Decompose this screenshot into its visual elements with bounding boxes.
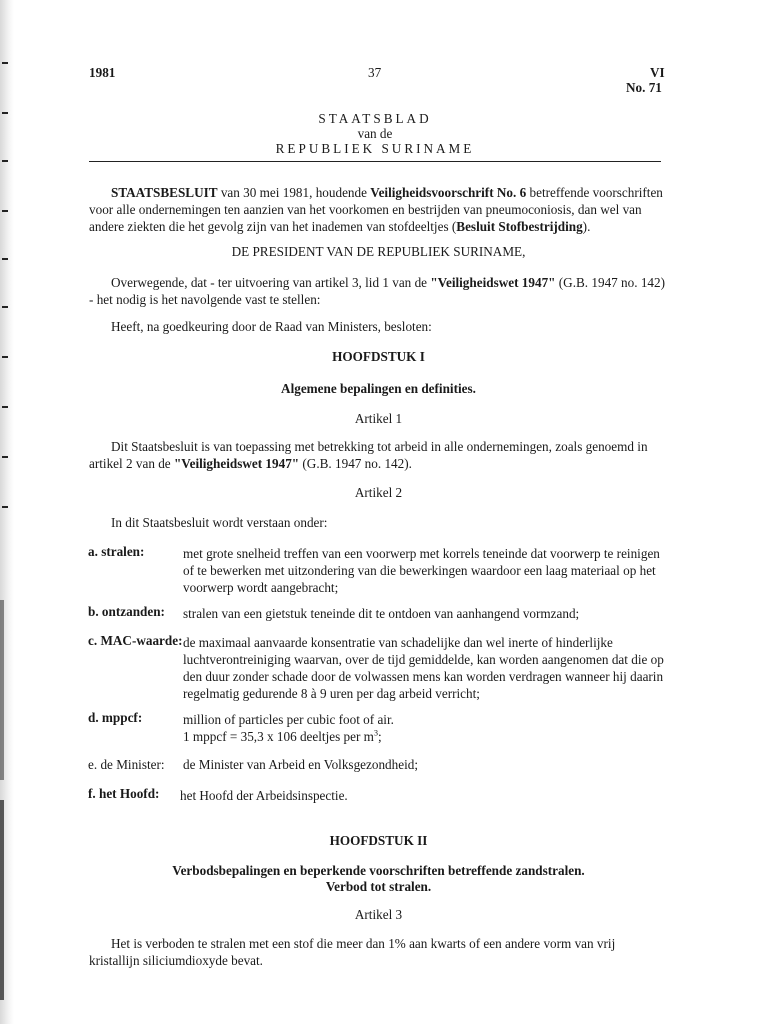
- definition-term: f. het Hoofd:: [88, 786, 160, 801]
- decree-lead: STAATSBESLUIT: [111, 185, 218, 200]
- masthead-van-de: van de: [357, 126, 393, 141]
- masthead-republic: REPUBLIEK SURINAME: [275, 141, 475, 156]
- article-1-body: Dit Staatsbesluit is van toepassing met betrekking tot arbeid in alle ondernemingen, zoals genoemd in artikel 2 van de: [89, 439, 648, 471]
- decree-intro-text: betreffende voorschriften voor alle ondernemingen ten aanzien van het voorkomen en bestrijden van pneumoconiosis, dan wel van andere ziekten die het gevolg zijn van het inademen van stofdeeltjes (: [89, 185, 663, 234]
- scan-mark: [2, 62, 8, 64]
- scan-shadow: [0, 800, 4, 1000]
- scan-mark: [2, 306, 8, 308]
- definition-text: million of particles per cubic foot of air.: [183, 712, 394, 727]
- decree-short-title: Besluit Stofbestrijding: [456, 219, 583, 234]
- header-number: No. 71: [626, 80, 662, 95]
- scan-shadow: [0, 600, 4, 780]
- article-2-intro: In dit Staatsbesluit wordt verstaan onder:: [111, 515, 328, 530]
- chapter-1-subheading: Algemene bepalingen en definities.: [281, 381, 476, 396]
- definition-term: e. de Minister:: [88, 757, 165, 772]
- definition-term: b. ontzanden:: [88, 604, 165, 619]
- masthead-title: STAATSBLAD: [318, 111, 432, 126]
- definition-superscript: 3: [373, 728, 378, 738]
- scan-mark: [2, 356, 8, 358]
- president-line: DE PRESIDENT VAN DE REPUBLIEK SURINAME,: [231, 244, 526, 259]
- law-reference: "Veiligheidswet 1947": [173, 456, 300, 471]
- definition-text-line2: [183, 728, 668, 745]
- article-3-heading: Artikel 3: [354, 907, 403, 922]
- scan-mark: [2, 456, 8, 458]
- considering-paragraph: [89, 274, 668, 308]
- chapter-2-heading: HOOFDSTUK II: [329, 833, 428, 848]
- scan-mark: [2, 112, 8, 114]
- considering-text: Overwegende, dat - ter uitvoering van artikel 3, lid 1 van de: [111, 275, 431, 290]
- definition-text: met grote snelheid treffen van een voorwerp met korrels teneinde dat voorwerp te reinigen of te bewerken met uitzondering van die bewerkingen waardoor een laag materiaal op het voorwerp wordt aangebracht;: [183, 546, 660, 595]
- article-1-text: [89, 438, 668, 472]
- article-2-heading: Artikel 2: [354, 485, 403, 500]
- header-volume: VI: [650, 65, 665, 80]
- decided-paragraph: Heeft, na goedkeuring door de Raad van Ministers, besloten:: [111, 319, 432, 334]
- decree-regulation-title: Veiligheidsvoorschrift No. 6: [370, 185, 527, 200]
- chapter-2-subheading-2: Verbod tot stralen.: [325, 879, 432, 894]
- scan-mark: [2, 210, 8, 212]
- definition-formula-end: ;: [377, 729, 382, 744]
- masthead-rule: [89, 161, 661, 162]
- decree-intro: [89, 184, 668, 235]
- definition-text: het Hoofd der Arbeidsinspectie.: [180, 788, 348, 803]
- definition-formula: 1 mppcf = 35,3 x 106 deeltjes per m: [183, 729, 374, 744]
- article-1-body: (G.B. 1947 no. 142).: [299, 456, 412, 471]
- header-year: 1981: [89, 65, 116, 80]
- scan-mark: [2, 258, 8, 260]
- chapter-1-heading: HOOFDSTUK I: [332, 349, 425, 364]
- decree-intro-text: ).: [582, 219, 591, 234]
- considering-text: (G.B. 1947 no. 142) - het nodig is het navolgende vast te stellen:: [89, 275, 666, 307]
- definition-term: c. MAC-waarde:: [88, 633, 183, 648]
- chapter-2-subheading: Verbodsbepalingen en beperkende voorschriften betreffende zandstralen.: [172, 863, 585, 878]
- article-1-heading: Artikel 1: [354, 411, 403, 426]
- law-reference: "Veiligheidswet 1947": [430, 275, 556, 290]
- definition-text: de Minister van Arbeid en Volksgezondheid;: [183, 757, 419, 772]
- decree-intro-text: van 30 mei 1981, houdende: [217, 185, 371, 200]
- article-3-text: Het is verboden te stralen met een stof die meer dan 1% aan kwarts of een andere vorm van vrij kristallijn siliciumdioxyde bevat.: [89, 936, 616, 968]
- scan-mark: [2, 506, 8, 508]
- definition-term: d. mppcf:: [88, 710, 143, 725]
- scan-mark: [2, 160, 8, 162]
- header-page-number: 37: [368, 65, 382, 80]
- definition-text: de maximaal aanvaarde konsentratie van schadelijke dan wel inerte of hinderlijke luchtverontreiniging waarvan, over de tijd gemiddelde, kan worden aangenomen dat die op den duur zonder schade door de volwassen mens kan worden verdragen wanneer hij daarin regelmatig gedurende 8 à 9 uren per dag arbeid verricht;: [183, 635, 664, 701]
- scan-mark: [2, 406, 8, 408]
- definition-term: a. stralen:: [88, 544, 145, 559]
- definition-text: stralen van een gietstuk teneinde dit te ontdoen van aanhangend vormzand;: [183, 606, 580, 621]
